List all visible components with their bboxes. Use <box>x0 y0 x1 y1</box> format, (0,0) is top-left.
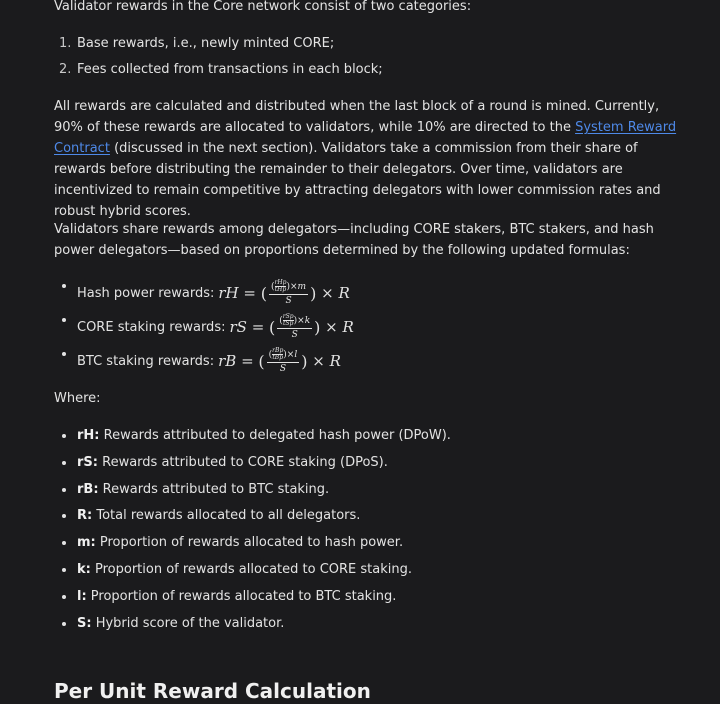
definition-item <box>54 452 451 479</box>
definition-desc: Proportion of rewards allocated to hash power. <box>99 535 404 551</box>
paragraph-text: (discussed in the next section). Validators take a commission from their share of rewards before distributing the remainder to their delegators. Over time, validators are incentivized to remain competitive by attracting delegators with lower commission rates and robust hybrid scores. <box>54 141 661 219</box>
list-number: 1. <box>59 36 72 51</box>
definition-term: rB: <box>77 481 99 497</box>
definition-desc: Rewards attributed to delegated hash power (DPoW). <box>103 428 451 443</box>
formula-item-core-staking <box>54 310 354 344</box>
definition-desc: Rewards attributed to CORE staking (DPoS). <box>102 454 388 470</box>
definition-desc: Proportion of rewards allocated to CORE staking. <box>95 561 413 577</box>
formula-label: CORE staking rewards: <box>77 319 226 335</box>
paragraph-text: All rewards are calculated and distributed when the last block of a round is mined. Currently, 90% of these rewards are allocated to validators, while 10% are directed to the <box>54 99 660 135</box>
formula-item-hash-power <box>54 276 354 310</box>
bullet-icon <box>62 352 66 356</box>
formula-math: rB = ( ( rBp tBp )× l S ) × R <box>218 347 341 374</box>
bullet-icon <box>62 434 66 438</box>
formula-math: rS = ( ( rSp tSp )× k S ) × R <box>229 313 354 340</box>
bullet-icon <box>62 461 66 465</box>
where-label: Where: <box>54 391 101 406</box>
reward-categories-list <box>54 33 383 85</box>
definition-term: S: <box>77 615 92 631</box>
definition-item <box>54 532 451 559</box>
definition-desc: Hybrid score of the validator. <box>95 615 285 631</box>
list-item <box>54 33 383 59</box>
definition-term: l: <box>77 588 87 604</box>
definitions-list <box>54 425 451 639</box>
definition-item <box>54 505 451 532</box>
definition-term: k: <box>77 561 91 577</box>
bullet-icon <box>62 514 66 518</box>
formula-math: rH = ( ( rHp tHp )× m S ) × R <box>218 279 350 306</box>
list-item-text: Fees collected from transactions in each block; <box>77 62 383 77</box>
formula-label: Hash power rewards: <box>77 285 215 301</box>
section-heading: Per Unit Reward Calculation <box>54 678 371 703</box>
rewards-distribution-paragraph <box>54 96 684 222</box>
definition-desc: Total rewards allocated to all delegators. <box>96 508 361 524</box>
definition-item <box>54 586 451 613</box>
definition-item <box>54 559 451 586</box>
definition-term: m: <box>77 535 96 551</box>
definition-item <box>54 613 451 640</box>
formula-label: BTC staking rewards: <box>77 353 215 369</box>
intro-text: Validator rewards in the Core network consist of two categories: <box>54 0 472 14</box>
bullet-icon <box>62 284 66 288</box>
bullet-icon <box>62 541 66 545</box>
definition-desc: Proportion of rewards allocated to BTC staking. <box>90 588 397 604</box>
definition-term: R: <box>77 508 93 524</box>
list-item <box>54 59 383 85</box>
formula-list <box>54 276 354 378</box>
definition-desc: Rewards attributed to BTC staking. <box>102 481 330 497</box>
definition-item <box>54 479 451 506</box>
bullet-icon <box>62 488 66 492</box>
bullet-icon <box>62 595 66 599</box>
system-reward-contract-link[interactable]: System Reward Contract <box>54 120 677 156</box>
bullet-icon <box>62 318 66 322</box>
list-item-text: Base rewards, i.e., newly minted CORE; <box>77 36 335 51</box>
bullet-icon <box>62 622 66 626</box>
bullet-icon <box>62 568 66 572</box>
list-number: 2. <box>59 62 72 77</box>
formula-item-btc-staking <box>54 344 354 378</box>
definition-item <box>54 425 451 452</box>
definition-term: rS: <box>77 454 98 470</box>
definition-term: rH: <box>77 428 100 443</box>
reward-sharing-paragraph: Validators share rewards among delegators—including CORE stakers, BTC stakers, and hash power delegators—based on proportions determined by the following updated formulas: <box>54 222 654 258</box>
